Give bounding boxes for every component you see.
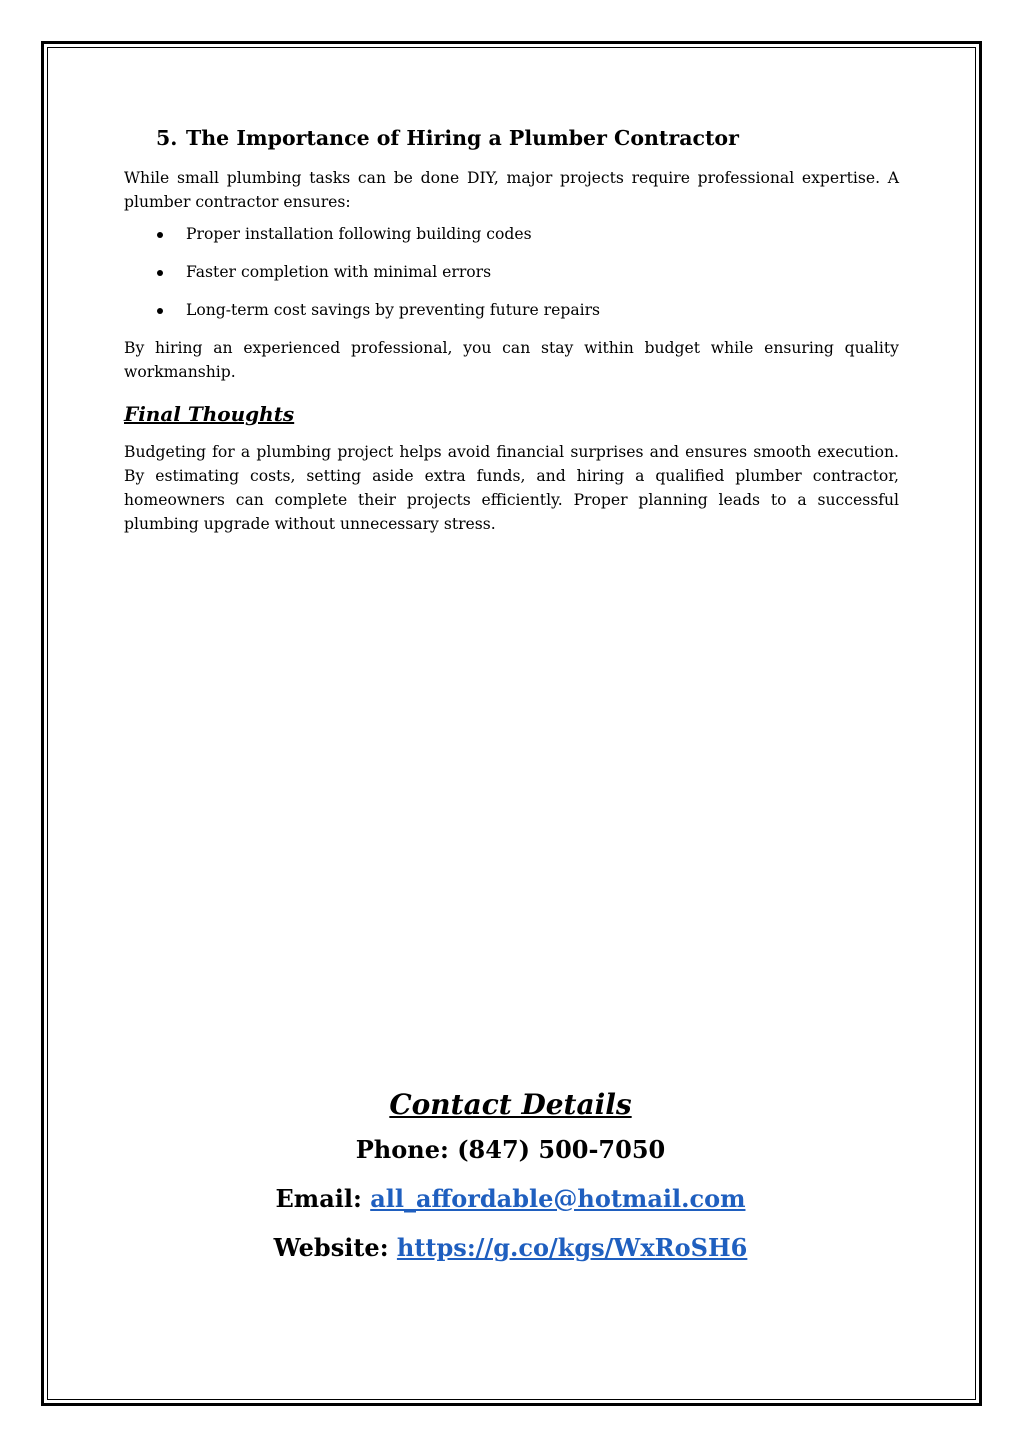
list-item [124, 260, 899, 284]
website-label: Website: [273, 1233, 389, 1262]
section-number: 5. [156, 126, 178, 150]
list-item-text: Proper installation following building codes [186, 225, 532, 243]
bullet-icon [157, 308, 163, 314]
document-body [124, 124, 899, 536]
benefits-list [124, 222, 899, 322]
list-item [124, 298, 899, 322]
bullet-icon [157, 232, 163, 238]
email-line [47, 1182, 974, 1216]
final-thoughts-text: Budgeting for a plumbing project helps avoid financial surprises and ensures smooth execution. By estimating costs, setting aside extra funds, and hiring a qualified plumber contractor, homeowners can complete their projects efficiently. Proper planning leads to a successful plumbing upgrade without unnecessary stress. [124, 443, 899, 533]
bullet-icon [157, 270, 163, 276]
phone-label: Phone: [355, 1135, 449, 1164]
website-link[interactable]: https://g.co/kgs/WxRoSH6 [396, 1233, 748, 1262]
list-item-text: Faster completion with minimal errors [186, 263, 492, 281]
phone-line [47, 1133, 974, 1167]
section-heading [156, 124, 899, 152]
section-intro: While small plumbing tasks can be done DIY, major projects require professional expertise. A plumber contractor ensures: [124, 169, 899, 211]
email-label: Email: [275, 1184, 362, 1213]
phone-value: (847) 500-7050 [457, 1135, 666, 1164]
list-item-text: Long-term cost savings by preventing future repairs [186, 301, 601, 319]
final-thoughts-heading: Final Thoughts [124, 402, 295, 426]
contact-title: Contact Details [389, 1088, 632, 1121]
website-line [47, 1231, 974, 1265]
section-closing: By hiring an experienced professional, you can stay within budget while ensuring quality workmanship. [124, 339, 899, 381]
contact-details [47, 1085, 974, 1280]
email-link[interactable]: all_affordable@hotmail.com [370, 1184, 746, 1213]
list-item [124, 222, 899, 246]
section-title: The Importance of Hiring a Plumber Contractor [186, 126, 739, 150]
